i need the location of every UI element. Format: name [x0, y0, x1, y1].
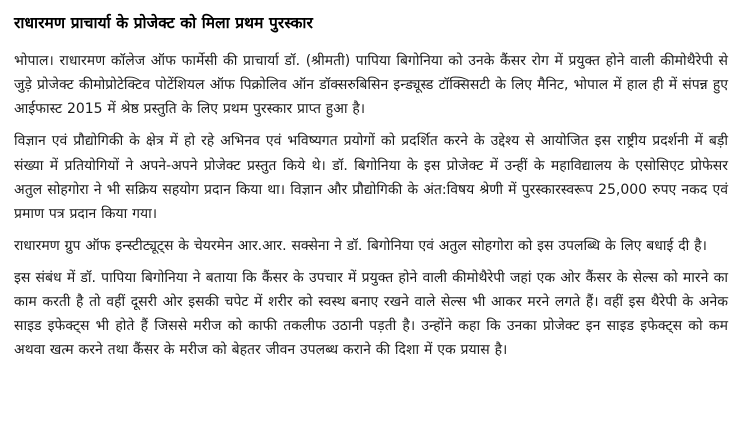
- article-paragraph: राधारमण ग्रुप ऑफ इन्स्टीट्यूट्स के चेयरमेन आर.आर. सक्सेना ने डॉ. बिगोनिया एवं अतुल सोहगोरा को इस उपलब्धि के लिए बधाई दी है।: [14, 237, 707, 254]
- article-paragraph: इस संबंध में डॉ. पापिया बिगोनिया ने बताया कि कैंसर के उपचार में प्रयुक्त होने वाली कीमोथैरेपी जहां एक ओर कैंसर के सेल्स को मारने का काम करती है तो वहीं दूसरी ओर इसकी चपेट में शरीर को स्वस्थ बनाए रखने वाले सेल्स भी आकर मरने लगते हैं। वहीं इस थैरेपी के अनेक साइड इफेक्ट्स भी होते हैं जिससे मरीज को काफी तकलीफ उठानी पड़ती है। उन्होंने कहा कि उनका प्रोजेक्ट इन साइड इफेक्ट्स को कम अथवा खत्म करने तथा कैंसर के मरीज को बेहतर जीवन उपलब्ध कराने की दिशा में एक प्रयास है।: [14, 269, 728, 359]
- page-title: राधारमण प्राचार्या के प्रोजेक्ट को मिला प्रथम पुरस्कार: [14, 14, 313, 32]
- article-body: [14, 49, 728, 362]
- article-paragraph: भोपाल। राधारमण कॉलेज ऑफ फार्मेसी की प्राचार्या डॉ. (श्रीमती) पापिया बिगोनिया को उनके कैंसर रोग में प्रयुक्त होने वाली कीमोथैरेपी से जुड़े प्रोजेक्ट कीमोप्रोटेक्टिव पोटेंशियल ऑफ पिक्रोलिव ऑन डॉक्सरुबिसिन इन्ड्यूस्ड टॉक्सिसटी के लिए मैनिट, भोपाल में हाल ही में संपन्न हुए आईफास्ट 2015 में श्रेष्ठ प्रस्तुति के लिए प्रथम पुरस्कार प्राप्त हुआ है।: [14, 53, 728, 118]
- article-paragraph: विज्ञान एवं प्रौद्योगिकी के क्षेत्र में हो रहे अभिनव एवं भविष्यगत प्रयोगों को प्रदर्शित करने के उद्देश्य से आयोजित इस राष्ट्रीय प्रदर्शनी में बड़ी संख्या में प्रतियोगियों ने अपने-अपने प्रोजेक्ट प्रस्तुत किये थे। डॉ. बिगोनिया के इस प्रोजेक्ट में उन्हीं के महाविद्यालय के एसोसिएट प्रोफेसर अतुल सोहगोरा ने भी सक्रिय सहयोग प्रदान किया था। विज्ञान और प्रौद्योगिकी के अंत:विषय श्रेणी में पुरस्कारस्वरूप 25,000 रुपए नकद एवं प्रमाण पत्र प्रदान किया गया।: [14, 133, 728, 222]
